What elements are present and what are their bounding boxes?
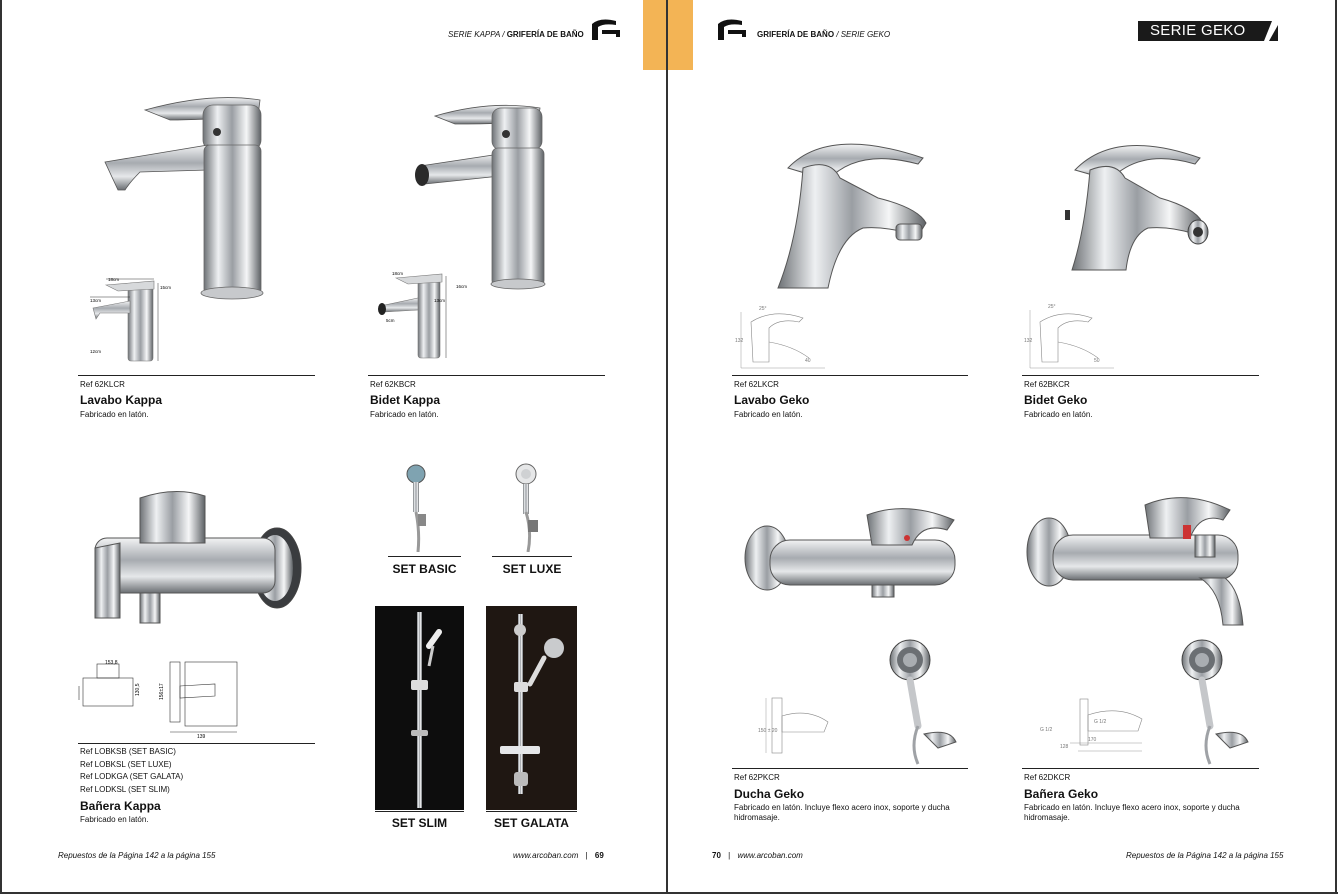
set-rule [375,811,464,812]
dim-label: 130,5 [135,683,141,696]
bidet-geko-dimension-diagram [1022,300,1122,370]
dim-label: 156±17 [159,683,165,700]
left-header-section: GRIFERÍA DE BAÑO [506,30,584,39]
product-desc: Fabricado en latón. [80,410,149,419]
left-footer-note: Repuestos de la Página 142 a la página 155 [58,851,216,860]
badge-slash-icon [1262,21,1278,41]
page-spine [666,0,668,894]
product-ref: Ref 62BKCR [1024,380,1070,389]
product-name: Ducha Geko [734,787,805,801]
set-rule [486,811,577,812]
dim-label: G 1/2 [1040,727,1053,733]
left-header-series: SERIE KAPPA [448,30,501,39]
product-name: Lavabo Geko [734,393,810,407]
product-rule [732,375,968,376]
banera-kappa-dimension-diagram [75,656,245,740]
lavabo-geko-dimension-diagram [733,302,833,370]
dim-label: 40 [805,358,811,364]
left-footer-url[interactable] [513,851,604,860]
product-desc: Fabricado en latón. Incluye flexo acero inox, soporte y ducha hidromasaje. [734,803,950,822]
banera-geko-handshower-image [1172,638,1254,766]
product-rule [1022,375,1259,376]
set-slim-label: SET SLIM [391,816,448,830]
footer-url-link[interactable]: www.arcoban.com [513,851,579,860]
set-rule [492,556,572,557]
banera-kappa-refs [80,747,183,797]
chapter-tab [643,0,693,70]
dim-label: 25° [759,306,767,312]
right-footer-url[interactable] [712,851,803,860]
right-header-series: SERIE GEKO [840,30,891,39]
banera-kappa-image [85,488,305,628]
dim-label: 139 [197,734,206,740]
dim-label: 150 ± 20 [758,728,778,734]
footer-url-link[interactable]: www.arcoban.com [737,851,803,860]
dim-label: 5cm [386,318,395,323]
left-page-number: 69 [594,851,604,860]
dim-label: 132 [735,338,744,344]
right-header [757,30,890,39]
series-badge [1138,21,1278,41]
product-desc: Fabricado en latón. Incluye flexo acero inox, soporte y ducha hidromasaje. [1024,803,1240,822]
right-page-number: 70 [712,851,721,860]
faucet-logo-icon [590,18,624,42]
product-name: Bidet Kappa [370,393,441,407]
footer-sep: | [728,851,731,860]
product-name: Bidet Geko [1024,393,1088,407]
series-badge-label: SERIE GEKO [1150,22,1246,39]
product-rule [732,768,968,769]
shower-rail-icon [375,606,464,810]
lavabo-kappa-image [100,90,275,305]
product-rule [1022,768,1259,769]
dim-label: 50 [1094,358,1100,364]
product-rule [78,375,315,376]
lavabo-geko-image [768,128,933,293]
set-luxe-label: SET LUXE [502,562,562,576]
lavabo-kappa-dimension-diagram [78,275,178,367]
product-desc: Fabricado en latón. [370,410,439,419]
dim-label: 132 [1024,338,1033,344]
ducha-geko-handshower-image [880,638,962,766]
set-rule [388,556,461,557]
page-border-left [0,0,2,894]
product-desc: Fabricado en latón. [1024,410,1093,419]
product-name: Bañera Geko [1024,787,1099,801]
shower-rail-icon [486,606,577,810]
footer-sep: | [585,851,588,860]
left-header [448,30,584,39]
dim-label: 25° [1048,304,1056,310]
dim-label: 153,8 [105,660,118,666]
product-name: Lavabo Kappa [80,393,163,407]
dim-label: 18cm [108,277,120,282]
dim-label: 13cm [434,298,446,303]
ref-line: Ref LOBKSB (SET BASIC) [80,747,176,756]
dim-label: 16cm [456,284,468,289]
set-slim-image [375,606,464,810]
product-ref: Ref 62DKCR [1024,773,1071,782]
right-header-section: GRIFERÍA DE BAÑO [757,30,835,39]
product-desc: Fabricado en latón. [80,815,149,824]
dim-label: 128 [1060,744,1069,750]
set-galata-image [486,606,577,810]
right-footer-note: Repuestos de la Página 142 a la página 155 [1126,851,1284,860]
product-ref: Ref 62KBCR [370,380,416,389]
banera-geko-image [1025,490,1250,630]
bidet-geko-image [1060,130,1210,275]
set-galata-label: SET GALATA [494,816,569,830]
ducha-geko-image [742,500,960,612]
right-header-sep: / [834,30,841,39]
dim-label: 12cm [90,349,102,354]
product-name: Bañera Kappa [80,799,161,813]
ducha-geko-dimension-diagram [758,688,838,760]
set-basic-image [400,462,440,552]
dim-label: 13cm [90,298,102,303]
left-header-sep: / [500,30,507,39]
ref-line: Ref LODKSL (SET SLIM) [80,784,170,794]
ref-line: Ref LOBKSL (SET LUXE) [80,759,172,769]
set-basic-label: SET BASIC [392,562,457,576]
product-ref: Ref 62PKCR [734,773,780,782]
set-luxe-image [508,462,553,552]
product-rule [78,743,315,744]
product-desc: Fabricado en latón. [734,410,803,419]
product-ref: Ref 62KLCR [80,380,125,389]
dim-label: 170 [1088,737,1097,743]
faucet-logo-icon [716,18,750,42]
dim-label: G 1/2 [1094,719,1107,725]
dim-label: 15cm [160,285,172,290]
page-border-right [1335,0,1337,894]
product-rule [368,375,605,376]
banera-geko-dimension-diagram [1038,685,1148,757]
bidet-kappa-dimension-diagram [370,266,470,362]
dim-label: 18cm [392,271,404,276]
product-ref: Ref 62LKCR [734,380,779,389]
ref-line: Ref LODKGA (SET GALATA) [80,772,184,781]
